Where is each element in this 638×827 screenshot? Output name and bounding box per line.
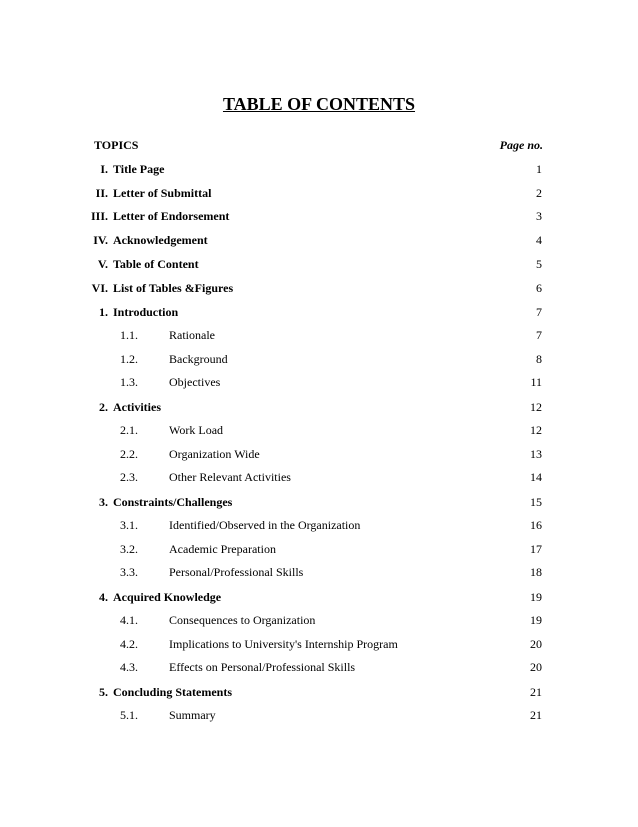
toc-entry-label: Acknowledgement [113, 233, 208, 247]
toc-entry-label: Background [169, 352, 228, 366]
toc-entry-number: 3.2. [120, 542, 138, 556]
toc-entry [0, 185, 638, 201]
toc-entry-label: Organization Wide [169, 447, 260, 461]
toc-entry-page: 12 [530, 423, 542, 437]
toc-entry-page: 19 [530, 613, 542, 627]
toc-entry [0, 327, 638, 343]
toc-entry [0, 589, 638, 605]
toc-entry-page: 12 [530, 400, 542, 414]
toc-entry-label: Effects on Personal/Professional Skills [169, 660, 356, 674]
toc-entry-page: 16 [530, 518, 542, 532]
toc-entry-label: Summary [169, 708, 216, 722]
toc-entry-number: 3.1. [120, 518, 138, 532]
toc-entry-number: 3.3. [120, 565, 138, 579]
toc-entry-number: 5. [99, 685, 108, 699]
toc-entry [0, 208, 638, 224]
toc-entry [0, 256, 638, 272]
toc-entry-number: IV. [93, 233, 108, 247]
toc-entry [0, 636, 638, 652]
topics-heading: TOPICS [94, 138, 139, 152]
toc-entry-label: Concluding Statements [113, 685, 233, 699]
toc-entry-page: 7 [536, 305, 542, 319]
toc-entry-label: Consequences to Organization [169, 613, 316, 627]
toc-entry-label: Title Page [113, 162, 165, 176]
toc-entry [0, 494, 638, 510]
toc-entry-number: 4. [99, 590, 108, 604]
toc-entry [0, 351, 638, 367]
toc-entry [0, 564, 638, 580]
toc-entry-page: 11 [530, 375, 542, 389]
toc-entry-number: 1.1. [120, 328, 138, 342]
toc-entry-page: 5 [536, 257, 542, 271]
toc-entry-page: 18 [530, 565, 542, 579]
toc-entry-page: 17 [530, 542, 542, 556]
toc-entry-number: 2.3. [120, 470, 138, 484]
toc-entry [0, 612, 638, 628]
toc-entry [0, 659, 638, 675]
toc-entry-number: VI. [91, 281, 108, 295]
toc-entry-page: 8 [536, 352, 542, 366]
toc-entry-page: 1 [536, 162, 542, 176]
toc-entry [0, 707, 638, 723]
toc-entry [0, 422, 638, 438]
toc-entry [0, 304, 638, 320]
page-number-heading: Page no. [499, 138, 543, 152]
toc-entry [0, 541, 638, 557]
toc-entry-label: Constraints/Challenges [113, 495, 233, 509]
toc-entry-label: Introduction [113, 305, 179, 319]
toc-entry-label: Activities [113, 400, 161, 414]
toc-entry [0, 161, 638, 177]
toc-entry-page: 3 [536, 209, 542, 223]
page-title: TABLE OF CONTENTS [222, 94, 416, 114]
toc-entry [0, 517, 638, 533]
toc-entry [0, 374, 638, 390]
toc-entry-page: 6 [536, 281, 542, 295]
toc-entry-number: 1. [99, 305, 108, 319]
toc-entry-page: 14 [530, 470, 542, 484]
toc-entry [0, 399, 638, 415]
toc-entry [0, 446, 638, 462]
toc-entry-page: 2 [536, 186, 542, 200]
toc-entry-number: III. [90, 209, 108, 223]
toc-entry [0, 684, 638, 700]
toc-entry-label: Table of Content [113, 257, 199, 271]
toc-entry-label: Personal/Professional Skills [169, 565, 304, 579]
toc-entry-number: 4.3. [120, 660, 138, 674]
toc-entry-number: V. [97, 257, 108, 271]
toc-entry-number: 3. [99, 495, 108, 509]
toc-entry-number: 5.1. [120, 708, 138, 722]
toc-entry-label: Letter of Endorsement [113, 209, 230, 223]
toc-entry-number: 1.2. [120, 352, 138, 366]
toc-entry [0, 280, 638, 296]
toc-entry-number: 1.3. [120, 375, 138, 389]
toc-entry-page: 21 [530, 685, 542, 699]
toc-entry-label: Academic Preparation [169, 542, 276, 556]
toc-entry-page: 7 [536, 328, 542, 342]
toc-entry-page: 20 [530, 637, 542, 651]
toc-entry-page: 4 [536, 233, 542, 247]
toc-entry-label: Acquired Knowledge [113, 590, 222, 604]
toc-entry-label: Identified/Observed in the Organization [169, 518, 361, 532]
toc-entry-page: 13 [530, 447, 542, 461]
toc-entry-number: 4.1. [120, 613, 138, 627]
toc-entry-page: 15 [530, 495, 542, 509]
toc-entry [0, 469, 638, 485]
toc-entry-number: 2. [99, 400, 108, 414]
toc-entry-number: 2.1. [120, 423, 138, 437]
toc-entry-number: II. [95, 186, 108, 200]
toc-entry-label: List of Tables &Figures [113, 281, 234, 295]
toc-entry-label: Implications to University's Internship Program [169, 637, 398, 651]
toc-entry-page: 21 [530, 708, 542, 722]
toc-entry-label: Work Load [169, 423, 224, 437]
toc-entry-page: 20 [530, 660, 542, 674]
toc-entry-label: Objectives [169, 375, 221, 389]
toc-entry-label: Letter of Submittal [113, 186, 212, 200]
toc-entry-page: 19 [530, 590, 542, 604]
toc-entry-label: Rationale [169, 328, 215, 342]
toc-entry [0, 232, 638, 248]
toc-entry-label: Other Relevant Activities [169, 470, 291, 484]
toc-entry-number: I. [100, 162, 108, 176]
toc-entry-number: 2.2. [120, 447, 138, 461]
toc-entry-number: 4.2. [120, 637, 138, 651]
